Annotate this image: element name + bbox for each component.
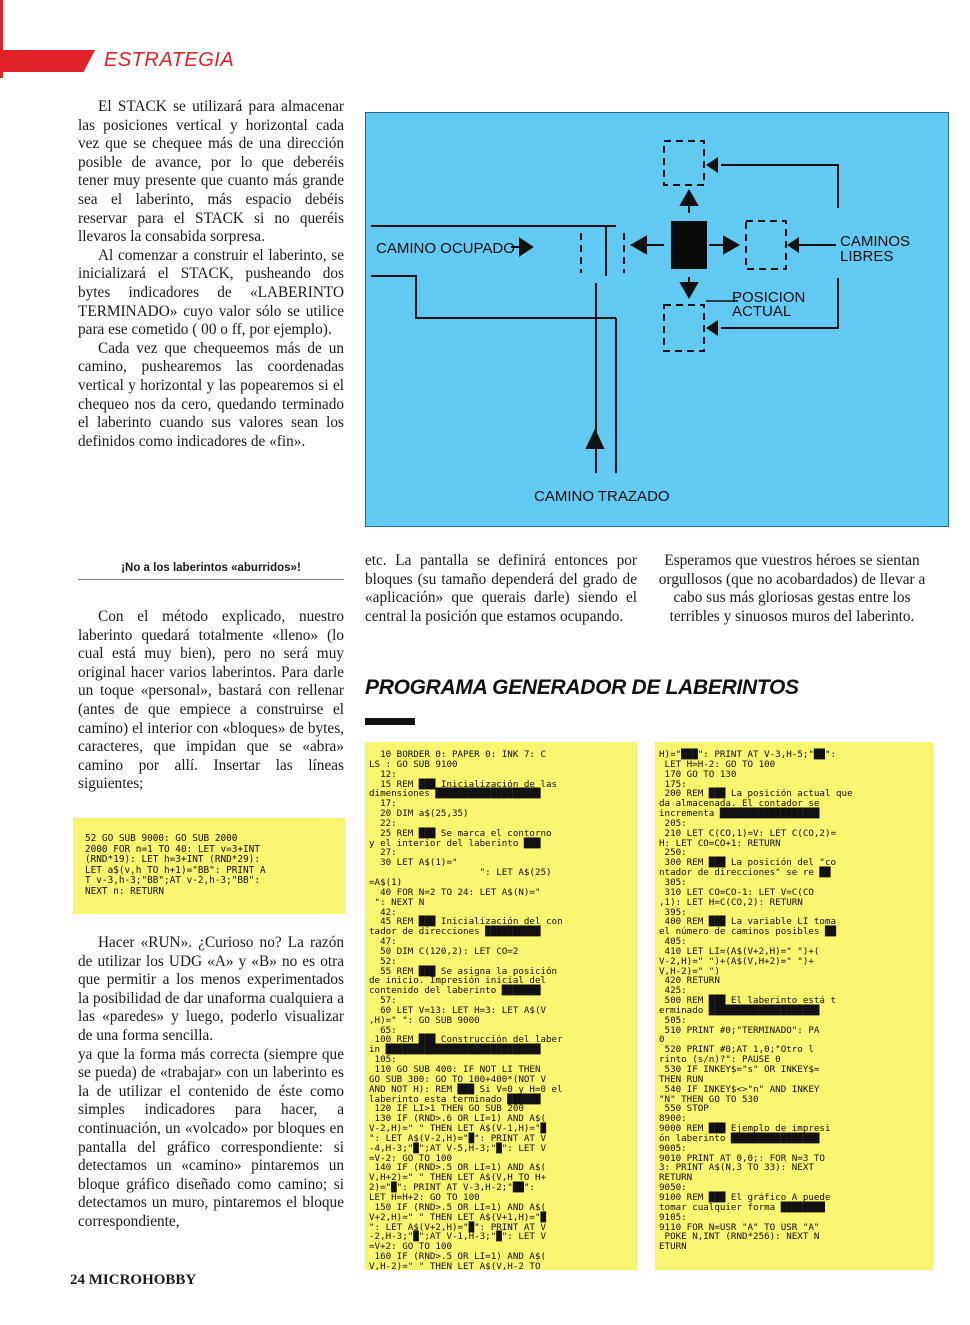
arrow-right-icon [724, 237, 738, 253]
arrow-down-icon [681, 283, 697, 297]
code-snippet-box [73, 818, 345, 914]
label-posicion: POSICION [732, 289, 806, 306]
paragraph: El STACK se utilizará para almacenar las posiciones vertical y horizontal cada vez que se chequee más de una dirección posible de avance, por lo que deberéis tener muy presente que cuanto más grande sea el laberinto, más espacio debéis reservar para el STACK si no queréis llevaros la consabida sorpresa. [78, 98, 344, 246]
column-3-text [655, 552, 929, 626]
free-cell-right [746, 221, 786, 269]
maze-diagram [365, 112, 949, 527]
arrow-callout-icon [706, 320, 718, 336]
maze-diagram-svg [366, 113, 948, 526]
paragraph: Al comenzar a construir el laberinto, se inicializará el STACK, pusheando dos bytes indicadores de «LABERINTO TERMINADO» cuyo valor sólo se utilice para ese cometido ( 00 o ff, por ejemplo). [78, 246, 344, 339]
label-camino-trazado: CAMINO TRAZADO [534, 488, 670, 505]
code-listing: H)="███": PRINT AT V-3,H-5;"██": LET H=H-2: GO TO 100 170 GO TO 130 175: 200 REM ███ La posición actual que da almacenada. El contador se incrementa ██████████████████ 205: 210 LET C(CO,1)=V: LET C(CO,2)= H: LET CO=CO+1: RETURN 250: 300 REM ███ La posición del "co ntador de direcciones" se re ██ 305: 310 LET CO=CO-1: LET V=C(CO ,1): LET H=C(CO,2): RETURN 395: 400 REM ███ La variable LI toma el número de caminos posibles ██ 405: 410 LET LI=(A$(V+2,H)=" ")+( V-2,H)=" ")+(A$(V,H+2)=" ")+ V,H-2)=" ") 420 RETURN 425: 500 REM ███ El laberinto está t erminado ████████████████████ 505: 510 PRINT #0;"TERMINADO": PA 0 520 PRINT #0;AT 1,0;"Otro l rinto (s/n)?": PAUSE 0 530 IF INKEY$="s" OR INKEY$= THEN RUN 540 IF INKEY$<>"n" AND INKEY "N" THEN GO TO 530 550 STOP 8900: 9000 REM ███ Ejemplo de impresi ón laberinto ████████████████ 9005: 9010 PRINT AT 0,0;: FOR N=3 TO 3: PRINT A$(N,3 TO 33): NEXT RETURN 9050: 9100 REM ███ El gráfico A puede tomar cualquier forma ████████ 9105: 9110 FOR N=USR "A" TO USR "A" POKE N,INT (RND*256): NEXT N ETURN [659, 749, 853, 1253]
program-listing-left [365, 742, 637, 1270]
arrow-callout-icon [706, 157, 718, 173]
arrow-trace-up-icon [587, 431, 603, 448]
subheading-rule [78, 579, 344, 580]
program-listing-right [655, 742, 933, 1270]
arrow-left-icon [632, 237, 646, 253]
column-1-bottom [78, 934, 344, 1232]
paragraph: Con el método explicado, nuestro laberinto quedará totalmente «lleno» (lo cual está muy bien), pero no será muy original hacer varios laberintos. Para darle un toque «personal», bastará con rellenar (antes de que empiece a construirse el camino) el interior con «bloques» de bytes, caracteres, que impidan que se «abra» camino por allí. Insertar las líneas siguientes; [78, 608, 344, 793]
column-1-top [78, 98, 344, 451]
section-title: ESTRATEGIA [104, 49, 235, 71]
paragraph: Hacer «RUN». ¿Curioso no? La razón de utilizar los UDG «A» y «B» no es otra que permitir a los menos experimentados la posibilidad de dar unaforma cualquiera a las «paredes» y luego, poderlo visualizar de una forma sencilla. [78, 934, 344, 1044]
label-caminos: CAMINOS [840, 233, 911, 250]
paragraph: Esperamos que vuestros héroes se sientan orgullosos (que no acobardados) de llevar a cabo sus más gloriosas gestas entre los terribles y sinuosos muros del laberinto. [658, 552, 926, 625]
subheading: ¡No a los laberintos «aburridos»! [121, 562, 301, 574]
column-1-middle [78, 608, 344, 794]
paragraph: ya que la forma más correcta (siempre que se pueda) de «trabajar» con un laberinto es la de utilizar el contenido de éste como simples indicadores para hacer, a continuación, un «volcado» por bloques en pantalla del gráfico correspondiente: si detectamos un «camino» pintaremos un bloque gráfico diseñado como camino; si detectamos un muro, pintaremos el bloque correspondiente, [78, 1045, 344, 1230]
program-title: PROGRAMA GENERADOR DE LABERINTOS [365, 676, 799, 699]
magazine-name: MICROHOBBY [88, 1272, 197, 1288]
label-actual: ACTUAL [732, 303, 792, 320]
free-cell-top [664, 141, 704, 185]
current-position-block [671, 221, 707, 269]
callout-free-top [721, 165, 838, 208]
column-2-text [365, 552, 637, 626]
paragraph: Cada vez que chequeemos más de un camino, pushearemos las coordenadas vertical y horizontal y las popearemos si el chequeo nos da cero, quedando terminado el laberinto cuando sus valores sean los definidos como indicadores de «fin». [78, 339, 344, 450]
arrow-callout-icon [787, 237, 799, 253]
listing-tab-left [365, 718, 415, 725]
page-footer [70, 1272, 196, 1289]
page-number: 24 [70, 1272, 85, 1288]
code-snippet: 52 GO SUB 9000: GO SUB 2000 2000 FOR n=1 TO 40: LET v=3+INT (RND*19): LET h=3+INT (RND*29): LET a$(v,h TO h+1)="BB": PRINT A T v-3,h-3;"BB";AT v-2,h-3;"BB": NEXT n: RETURN [85, 833, 266, 897]
arrow-up-icon [681, 191, 697, 205]
code-listing: 10 BORDER 0: PAPER 0: INK 7: C LS : GO SUB 9100 12: 15 REM ███ Inicialización de las dimensiones ███████████████████ 17: 20 DIM a$(25,35) 22: 25 REM ███ Se marca el contorno y el interior del laberinto ███ 27: 30 LET A$(1)=" ": LET A$(25) =A$(1) 40 FOR N=2 TO 24: LET A$(N)=" ": NEXT N 42: 45 REM ███ Inicialización del con tador de direcciones ██████████ 47: 50 DIM C(120,2): LET CO=2 52: 55 REM ███ Se asigna la posición de inicio. Impresión inicial del contenido del laberinto ███████ 57: 60 LET V=13: LET H=3: LET A$(V ,H)=" ": GO SUB 9000 65: 100 REM ███ Construcción del laber in ████████████████████████████ 105: 110 GO SUB 400: IF NOT LI THEN GO SUB 300: GO TO 100+400*(NOT V AND NOT H): REM ███ Si V=0 y H=0 el laberinto esta terminado ██████ 120 IF LI>1 THEN GO SUB 200 130 IF (RND>.6 OR LI=1) AND A$( V-2,H)=" " THEN LET A$(V-1,H)="█ ": LET A$(V-2,H)="█": PRINT AT V -4,H-3;"█";AT V-5,H-3;"█": LET V =V-2: GO TO 100 140 IF (RND>.5 OR LI=1) AND A$( V,H+2)=" " THEN LET A$(V,H TO H+ 2)="█": PRINT AT V-3,H-2;"██": LET H=H+2: GO TO 100 150 IF (RND>.5 OR LI=1) AND A$( V+2,H)=" " THEN LET A$(V+1,H)="█ ": LET A$(V+2,H)="█": PRINT AT V -2,H-3;"█";AT V-1,H-3;"█": LET V =V+2: GO TO 100 160 IF (RND>.5 OR LI=1) AND A$( V,H-2)=" " THEN LET A$(V,H-2 TO [369, 749, 563, 1272]
label-libres: LIBRES [840, 248, 894, 265]
paragraph: etc. La pantalla se definirá entonces por bloques (su tamaño dependerá del grado de «aplicación» que querais darle) siendo el central la posición que estamos ocupando. [365, 552, 637, 625]
section-banner [0, 50, 95, 72]
corridor-inner-wall [371, 276, 616, 318]
label-camino-ocupado: CAMINO OCUPADO [376, 240, 515, 257]
arrow-occupied-icon [520, 239, 532, 255]
free-cell-bottom [664, 305, 704, 351]
